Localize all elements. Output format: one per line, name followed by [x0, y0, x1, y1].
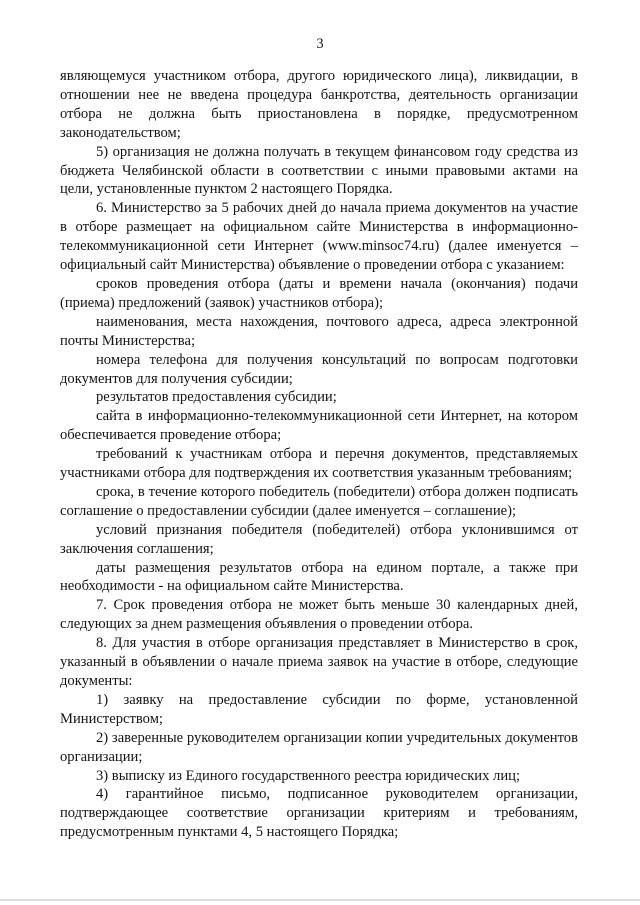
scan-edge-line: [0, 899, 640, 901]
paragraph-list-item: сайта в информационно-телекоммуникационной сети Интернет, на котором обеспечивается проведение отбора;: [60, 408, 578, 444]
paragraph-list-item: результатов предоставления субсидии;: [96, 389, 337, 406]
page-number: 3: [316, 36, 324, 52]
paragraph-clause-8: 8. Для участия в отборе организация представляет в Министерство в срок, указанный в объявлении о начале приема заявок на участие в отборе, следующие документы:: [60, 635, 578, 689]
paragraph-document-item: 1) заявку на предоставление субсидии по форме, установленной Министерством;: [60, 691, 578, 727]
paragraph-clause-6: 6. Министерство за 5 рабочих дней до начала приема документов на участие в отборе размещает на официальном сайте Министерства в информационно-телекоммуникационной сети Интернет (www.minsoc74.ru) (далее именуется – официальный сайт Министерства) объявление о проведении отбора с указанием:: [60, 200, 578, 274]
paragraph-list-item: номера телефона для получения консультаций по вопросам подготовки документов для получения субсидии;: [60, 351, 578, 387]
paragraph-list-item: срока, в течение которого победитель (победители) отбора должен подписать соглашение о предоставлении субсидии (далее именуется – соглашение);: [60, 483, 578, 519]
paragraph-list-item: требований к участникам отбора и перечня документов, представляемых участниками отбора для подтверждения их соответствия указанным требованиям;: [60, 446, 578, 482]
paragraph-item-5: 5) организация не должна получать в текущем финансовом году средства из бюджета Челябинской области в соответствии с иными правовыми актами на цели, установленные пунктом 2 настоящего Порядка.: [60, 143, 578, 198]
paragraph-document-item: 3) выписку из Единого государственного реестра юридических лиц;: [96, 767, 521, 784]
paragraph-list-item: условий признания победителя (победителей) отбора уклонившимся от заключения соглашения;: [60, 521, 578, 557]
paragraph-continuation: являющемуся участником отбора, другого юридического лица), ликвидации, в отношении нее не введена процедура банкротства, деятельность организации отбора не должна быть приостановлена в порядке, предусмотренном законодательством;: [60, 68, 578, 141]
paragraph-list-item: даты размещения результатов отбора на едином портале, а также при необходимости - на официальном сайте Министерства.: [60, 559, 578, 595]
paragraph-clause-7: 7. Срок проведения отбора не может быть меньше 30 календарных дней, следующих за днем размещения объявления о проведении отбора.: [60, 597, 578, 633]
document-body: [60, 67, 578, 842]
paragraph-document-item: 2) заверенные руководителем организации копии учредительных документов организации;: [60, 729, 578, 765]
paragraph-list-item: сроков проведения отбора (даты и времени начала (окончания) подачи (приема) предложений (заявок) участников отбора);: [60, 275, 578, 311]
paragraph-document-item: 4) гарантийное письмо, подписанное руководителем организации, подтверждающее соответствие организации критериям и требованиям, предусмотренным пунктами 4, 5 настоящего Порядка;: [60, 786, 578, 841]
paragraph-list-item: наименования, места нахождения, почтового адреса, адреса электронной почты Министерства;: [60, 313, 578, 349]
